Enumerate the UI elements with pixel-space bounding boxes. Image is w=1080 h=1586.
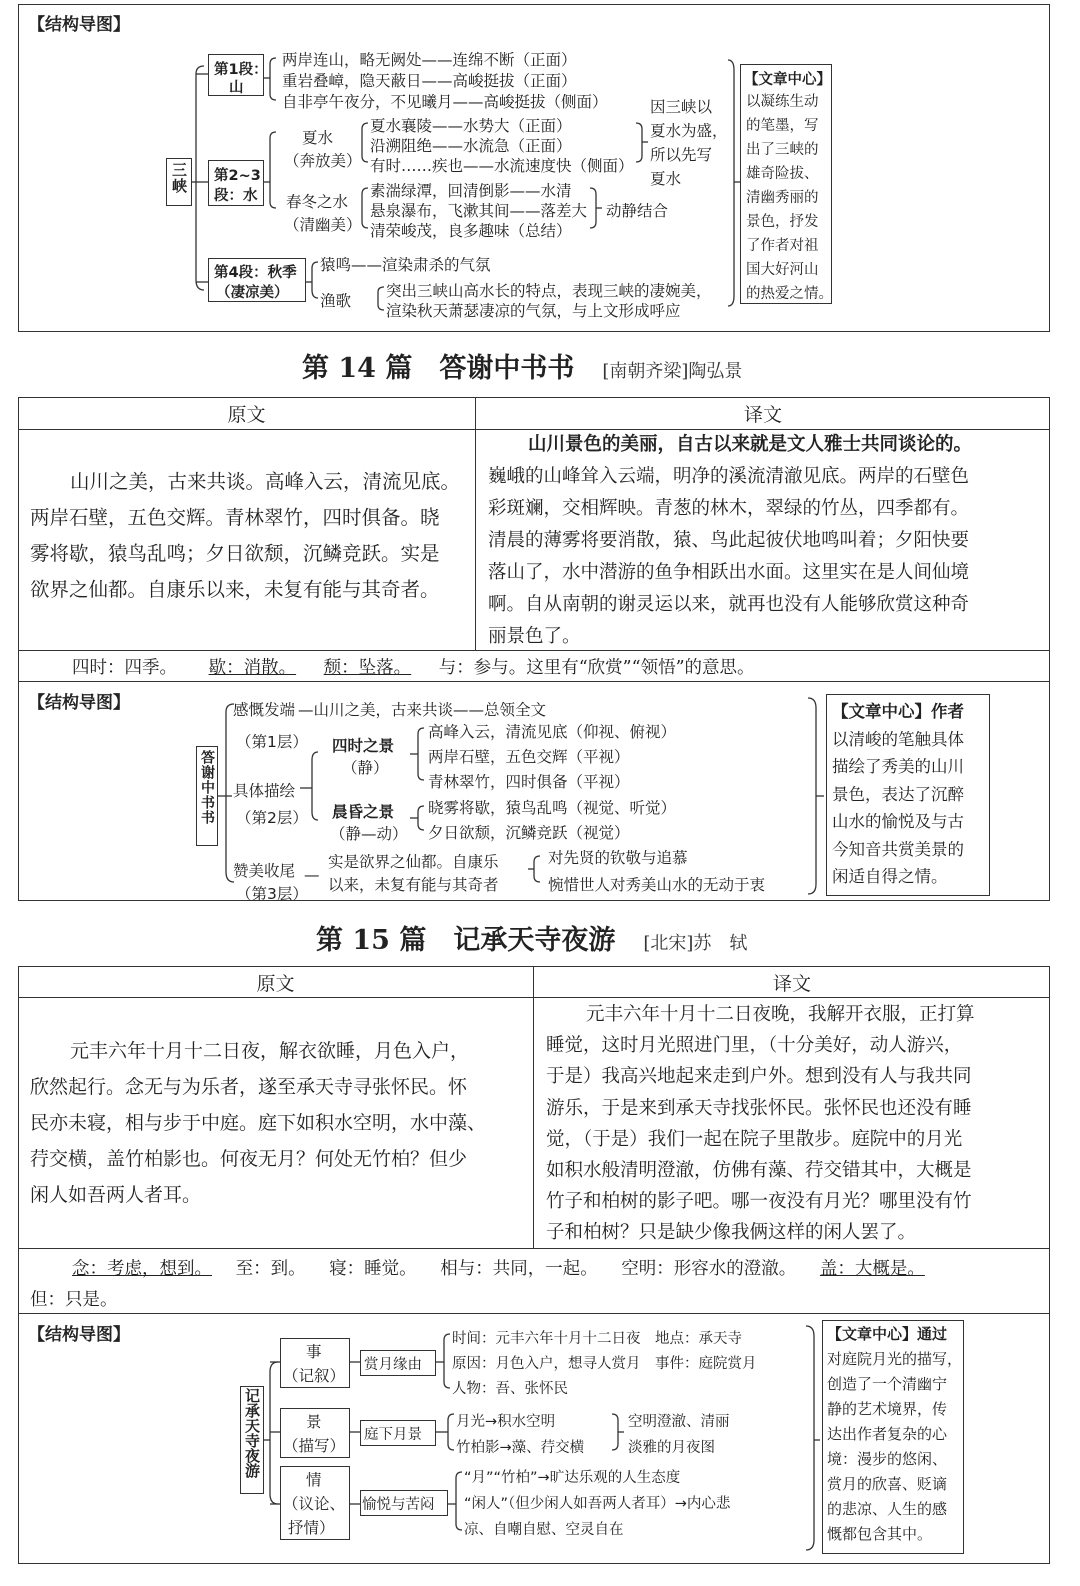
s1-winter-line: 清荣峻茂，良多趣味（总结） <box>370 222 572 240</box>
p15-jing-out: 空明澄澈、清丽 <box>628 1414 730 1430</box>
p15-title: 第 15 篇 记承天寺夜游 [北宋]苏 轼 <box>316 925 748 956</box>
s1-summer-note: 夏水为盛， <box>650 122 728 140</box>
s1-center-text: 以凝练生动 的笔墨，写 出了三峡的 雄奇险拔、 清幽秀丽的 景色，抒发 了作者对祖 国大好河山 的热爱之情。 <box>746 94 833 302</box>
p15-center-text: 【文章中心】通过 对庭院月光的描写， 创造了一个清幽宁 静的艺术境界，传 达出作者复杂的心 境：漫步的悠闲、 赏月的欣喜、贬谪 的悲凉、人生的感 慨都包含其中。 <box>827 1325 963 1543</box>
p14-l1-text: —山川之美，古来共谈——总领全文 <box>298 701 547 719</box>
s1-summer-line: 沿溯阻绝——水流急（正面） <box>370 137 572 155</box>
p14-notes: 四时：四季。 歇：消散。 颓：坠落。 与：参与。这里有“欣赏”“领悟”的意思。 <box>72 658 755 678</box>
p15-shi-line: 原因：月色入户，想寻人赏月 事件：庭院赏月 <box>452 1356 757 1372</box>
p14-l3-text: 以来，未复有能与其奇者 <box>328 876 499 894</box>
s1-winter-note: 动静结合 <box>606 202 669 220</box>
p15-qing-line: 凉、自嘲自慰、空灵自在 <box>464 1522 624 1538</box>
p15-jing-s: （描写） <box>283 1437 346 1455</box>
p15-notes-2: 但：只是。 <box>30 1290 118 1310</box>
s1-winter-line: 素湍绿潭，回清倒影——水清 <box>370 182 572 200</box>
p14-header-trans: 译文 <box>743 404 782 426</box>
p15-root: 记承天寺夜游 <box>243 1388 261 1478</box>
p15-qing-line: “闲人”（但少闲人如吾两人者耳）→内心悲 <box>464 1496 731 1512</box>
s1-seg1-label-a: 第1段： <box>214 62 268 78</box>
p14-four-line: 两岸石壁，五色交辉（平视） <box>428 748 630 766</box>
p14-dusk-s: （静—动） <box>330 825 408 843</box>
s1-summer-sub: （奔放美） <box>284 152 362 170</box>
p15-shi-line: 时间：元丰六年十月十二日夜 地点：承天寺 <box>452 1331 742 1347</box>
p14-dusk: 晨昏之景 <box>332 803 395 821</box>
s1-summer-note: 夏水 <box>650 170 682 188</box>
p15-jing-line: 竹柏影→藻、荇交横 <box>456 1440 585 1456</box>
s1-fish: 渔歌 <box>320 292 352 310</box>
s1-seg1-line: 重岩叠嶂，隐天蔽日——高峻挺拔（正面） <box>282 72 577 90</box>
section1-map-label: 【结构导图】 <box>28 15 130 35</box>
p15-jing-out: 淡雅的月夜图 <box>628 1440 715 1456</box>
p15-qing: 情 <box>306 1471 322 1489</box>
s1-winter-sub: （清幽美） <box>284 216 362 234</box>
s1-fish-line: 渲染秋天萧瑟凄凉的气氛，与上文形成呼应 <box>386 302 681 320</box>
p14-four-s: （静） <box>342 759 389 777</box>
p15-shi-label: 赏月缘由 <box>364 1357 422 1373</box>
p14-header-orig: 原文 <box>227 404 266 426</box>
p14-title: 第 14 篇 答谢中书书 [南朝齐梁]陶弘景 <box>302 353 743 384</box>
p14-l3: 赞美收尾 <box>233 862 296 880</box>
s1-root: 三峡 <box>170 162 188 194</box>
p15-original: 元丰六年十月十二日夜，解衣欲睡，月色入户， 欣然起行。念无与为乐者，遂至承天寺寻张怀民。怀 民亦未寝，相与步于中庭。庭下如积水空明，水中藻、 荇交横，盖竹柏影也。何夜无月？何处无竹柏？但少 闲人如吾两人者耳。 <box>30 1040 487 1206</box>
s1-ape: 猿鸣——渲染肃杀的气氛 <box>320 256 491 274</box>
p14-l3-out: 对先贤的钦敬与追慕 <box>548 849 688 867</box>
p14-l3s: （第3层） <box>236 885 308 903</box>
p14-four: 四时之景 <box>332 737 395 755</box>
p15-jing-label: 庭下月景 <box>364 1427 422 1443</box>
s1-summer-note: 因三峡以 <box>650 98 713 116</box>
p14-map-label: 【结构导图】 <box>28 693 130 713</box>
s1-seg23-label-b: 段：水 <box>214 188 258 204</box>
s1-seg23-label-a: 第2~3 <box>214 168 261 184</box>
s1-summer: 夏水 <box>302 129 334 147</box>
p15-jing: 景 <box>306 1413 322 1431</box>
s1-summer-note: 所以先写 <box>650 146 713 164</box>
p15-map-label: 【结构导图】 <box>28 1325 130 1345</box>
p14-l2s: （第2层） <box>236 809 308 827</box>
p15-shi-line: 人物：吾、张怀民 <box>452 1381 568 1397</box>
s1-summer-line: 夏水襄陵——水势大（正面） <box>370 117 572 135</box>
p15-qing-s1: （议论、 <box>283 1495 346 1513</box>
p14-l3-dash: — <box>304 866 320 884</box>
s1-winter: 春冬之水 <box>286 193 349 211</box>
s1-fish-line: 突出三峡山高水长的特点，表现三峡的凄婉美， <box>386 282 712 300</box>
p15-shi-s: （记叙） <box>283 1367 346 1385</box>
p15-translation: 元丰六年十月十二日夜晚，我解开衣服，正打算 睡觉，这时月光照进门里，（十分美好，动人游兴， 于是）我高兴地起来走到户外。想到没有人与我共同 游乐，于是来到承天寺找张怀民。张怀民也还没有睡 觉，（于是）我们一起在院子里散步。庭院中的月光 如积水般清明澄澈，仿佛有藻、荇交错其中，大概是 竹子和柏树的影子吧。哪一夜没有月光？哪里没有竹 子和柏树？只是缺少像我俩这样的闲人罢了。 <box>546 1004 975 1244</box>
p14-root: 答谢中书书 <box>199 750 215 825</box>
p15-shi: 事 <box>306 1343 322 1361</box>
s1-seg1-label-b: 山 <box>229 80 244 96</box>
p15-header-trans: 译文 <box>772 973 811 995</box>
p15-qing-label: 愉悦与苦闷 <box>362 1497 435 1513</box>
p14-four-line: 高峰入云，清流见底（仰视、俯视） <box>428 723 677 741</box>
p14-l3-text: 实是欲界之仙都。自康乐 <box>328 853 499 871</box>
s1-winter-line: 悬泉瀑布，飞漱其间——落差大 <box>370 202 588 220</box>
p14-l3-out: 惋惜世人对秀美山水的无动于衷 <box>548 876 766 894</box>
s1-seg4-label-b: （凄凉美） <box>216 285 289 301</box>
s1-summer-line: 有时……疾也——水流速度快（侧面） <box>370 157 634 175</box>
p14-dusk-line: 晓雾将歇，猿鸟乱鸣（视觉、听觉） <box>428 799 677 817</box>
p15-qing-line: “月”“竹柏”→旷达乐观的人生态度 <box>464 1470 681 1486</box>
s1-seg1-line: 两岸连山，略无阙处——连绵不断（正面） <box>282 51 577 69</box>
s1-seg4-label-a: 第4段：秋季 <box>214 265 297 281</box>
s1-seg1-line: 自非亭午夜分，不见曦月——高峻挺拔（侧面） <box>282 93 608 111</box>
p14-four-line: 青林翠竹，四时俱备（平视） <box>428 773 630 791</box>
p15-notes: 念：考虑，想到。 至：到。 寝：睡觉。 相与：共同，一起。 空明：形容水的澄澈。 盖：大概是。 <box>72 1259 925 1279</box>
p14-original: 山川之美，古来共谈。高峰入云，清流见底。 两岸石壁，五色交辉。青林翠竹，四时俱备。晓 雾将歇，猿鸟乱鸣；夕日欲颓，沉鳞竞跃。实是 欲界之仙都。自康乐以来，未复有能与其奇者。 <box>30 470 461 601</box>
p14-center-text: 【文章中心】作者 以清峻的笔触具体 描绘了秀美的山川 景色，表达了沉醉 山水的愉悦及与古 今知音共赏美景的 闲适自得之情。 <box>832 702 964 886</box>
s1-center-title: 【文章中心】 <box>744 72 831 88</box>
p15-header-orig: 原文 <box>256 973 295 995</box>
p14-l1: 感慨发端 <box>233 701 296 719</box>
p14-l1s: （第1层） <box>236 733 308 751</box>
p14-dusk-line: 夕日欲颓，沉鳞竞跃（视觉） <box>428 824 630 842</box>
p15-qing-s2: 抒情） <box>288 1519 335 1537</box>
p14-translation: 山川景色的美丽，自古以来就是文人雅士共同谈论的。 巍峨的山峰耸入云端，明净的溪流清澈见底。两岸的石壁色 彩斑斓，交相辉映。青葱的林木，翠绿的竹丛，四季都有。 清晨的薄雾将要消散，猿、鸟此起彼伏地鸣叫着；夕阳快要 落山了，水中潜游的鱼争相跃出水面。这里实在是人间仙境 啊。自从南朝的谢灵运以来，就再也没有人能够欣赏这种奇 丽景色了。 <box>488 434 973 647</box>
p15-jing-line: 月光→积水空明 <box>456 1414 556 1430</box>
p14-l2: 具体描绘 <box>233 782 296 800</box>
